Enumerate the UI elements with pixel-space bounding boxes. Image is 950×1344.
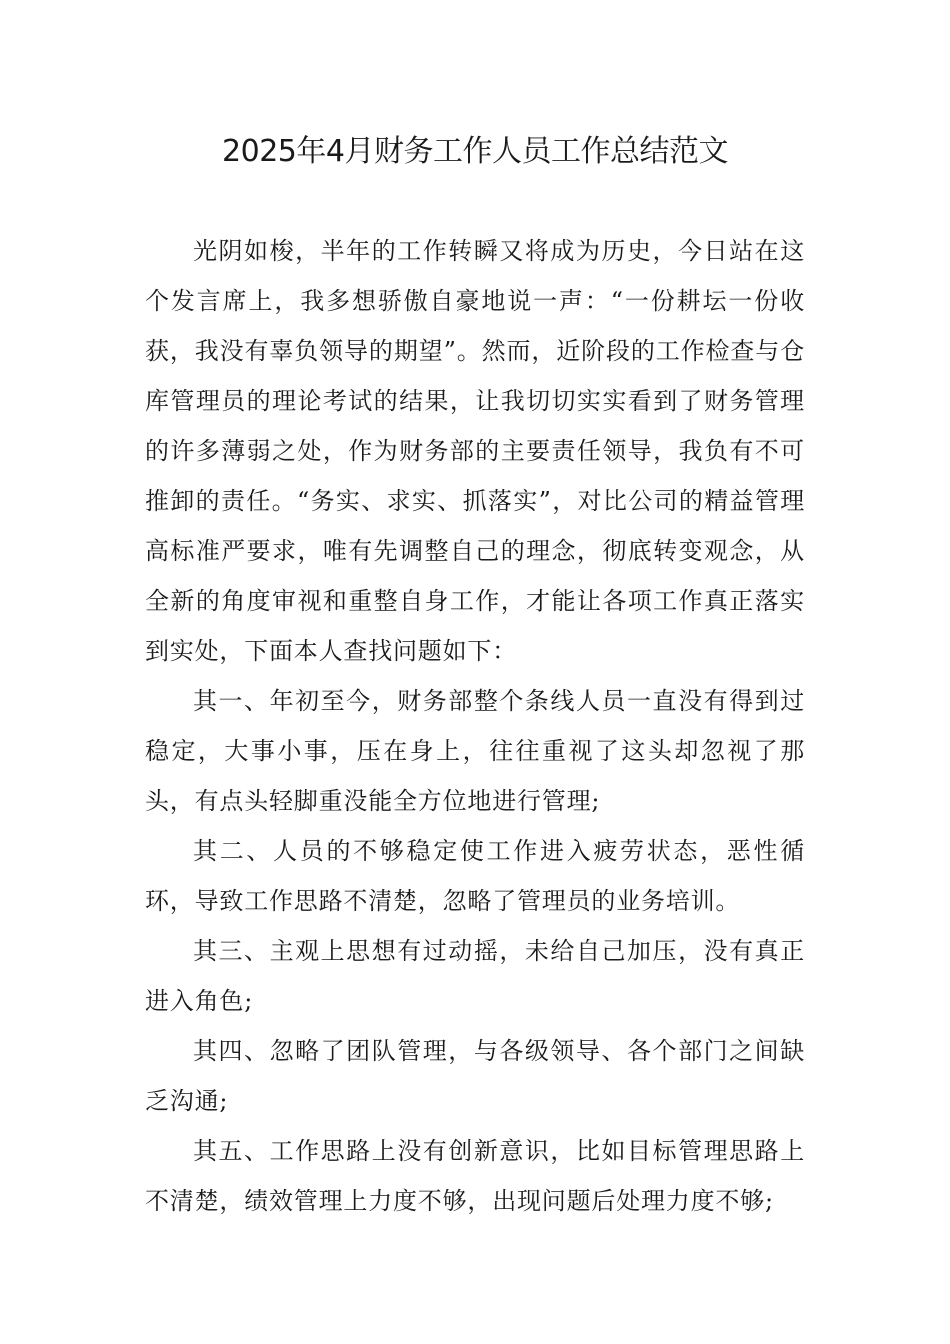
paragraph-point-5: 其五、工作思路上没有创新意识，比如目标管理思路上不清楚，绩效管理上力度不够，出现问题后处理力度不够; (145, 1137, 805, 1215)
paragraph-point-2: 其二、人员的不够稳定使工作进入疲劳状态，恶性循环，导致工作思路不清楚，忽略了管理员的业务培训。 (145, 837, 805, 915)
paragraph-point-1: 其一、年初至今，财务部整个条线人员一直没有得到过稳定，大事小事，压在身上，往往重视了这头却忽视了那头，有点头轻脚重没能全方位地进行管理; (145, 687, 805, 815)
document-body (145, 226, 805, 1226)
document-title: 2025年4月财务工作人员工作总结范文 (222, 134, 728, 169)
paragraph-point-3: 其三、主观上思想有过动摇，未给自己加压，没有真正进入角色; (145, 937, 805, 1015)
paragraph-point-4: 其四、忽略了团队管理，与各级领导、各个部门之间缺乏沟通; (145, 1037, 805, 1115)
paragraph-intro: 光阴如梭，半年的工作转瞬又将成为历史，今日站在这个发言席上，我多想骄傲自豪地说一声：“一份耕坛一份收获，我没有辜负领导的期望”。然而，近阶段的工作检查与仓库管理员的理论考试的结果，让我切切实实看到了财务管理的许多薄弱之处，作为财务部的主要责任领导，我负有不可推卸的责任。“务实、求实、抓落实”，对比公司的精益管理高标准严要求，唯有先调整自己的理念，彻底转变观念，从全新的角度审视和重整自身工作，才能让各项工作真正落实到实处，下面本人查找问题如下： (145, 237, 805, 665)
